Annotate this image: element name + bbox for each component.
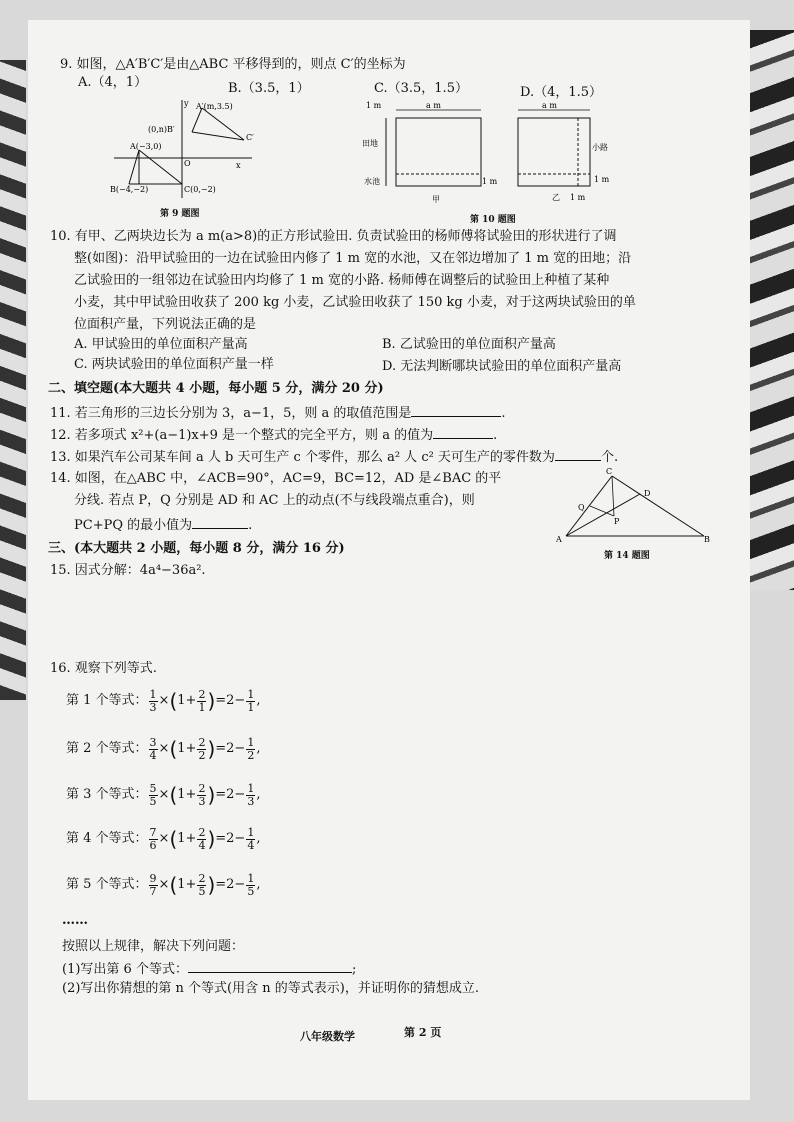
fig10-yi: 乙 [552,193,560,202]
q9-option-d: D.（4，1.5） [520,85,603,100]
q14-line-3: PC+PQ 的最小值为 . [74,514,252,535]
q10-line-1: 10. 有甲、乙两块边长为 a m(a>8)的正方形试验田. 负责试验田的杨师傅将试验田的形状进行了调 [50,229,617,244]
q14-line-3-text: PC+PQ 的最小值为 [74,518,193,533]
q9-option-c: C.（3.5，1.5） [374,81,468,96]
footer-subject: 八年级数学 [300,1030,355,1043]
eq-label: 第 2 个等式： [66,741,148,756]
fig10-pond-label: 水池 [364,177,380,186]
q16-equation-5: 第 5 个等式： $\frac{9}{7}$ × ( 1+ $\frac{2}{5}$ ) =2− $\frac{1}{5}$ , [66,871,261,898]
q9-label-c: C(0,−2) [184,185,216,194]
q14-label-p: P [614,517,620,526]
q16-part-1-end: ; [351,962,357,977]
q14-line-2: 分线. 若点 P，Q 分别是 AD 和 AC 上的动点(不与线段端点重合)，则 [74,493,475,508]
q15: 15. 因式分解：4a⁴−36a². [50,563,206,578]
q10-caption: 第 10 题图 [470,215,516,225]
fig10-jia: 甲 [432,195,440,204]
eq-label: 第 5 个等式： [66,877,148,892]
q10-option-b: B. 乙试验田的单位面积产量高 [382,337,556,352]
q11-answer-blank[interactable] [411,402,501,417]
q11: 11. 若三角形的三边长分别为 3，a−1，5，则 a 的取值范围是 . [50,402,506,423]
fig10-1m-a: 1 m [366,101,382,110]
q16-equation-1: 第 1 个等式： $\frac{1}{3}$ × ( 1+ $\frac{2}{1}$ ) =2− $\frac{1}{1}$ , [66,687,261,714]
section-3-heading: 三、(本大题共 2 小题，每小题 8 分，满分 16 分) [48,541,345,556]
q9-option-a: A.（4，1） [78,75,148,90]
q13-unit: 个. [600,450,619,465]
q9-stem: 9. 如图，△A′B′C′是由△ABC 平移得到的，则点 C′的坐标为 [60,57,406,72]
q12: 12. 若多项式 x²+(a−1)x+9 是一个整式的完全平方，则 a 的值为 . [50,424,497,445]
q16-part-1-blank[interactable] [188,958,352,973]
fig10-1m-d: 1 m [570,193,586,202]
q9-option-b: B.（3.5，1） [228,81,310,96]
q14-answer-blank[interactable] [192,514,248,529]
q16-equation-4: 第 4 个等式： $\frac{7}{6}$ × ( 1+ $\frac{2}{4}$ ) =2− $\frac{1}{4}$ , [66,825,261,852]
q10-option-d: D. 无法判断哪块试验田的单位面积产量高 [382,359,622,374]
q10-line-4: 小麦，其中甲试验田收获了 200 kg 小麦，乙试验田收获了 150 kg 小麦，对于这两块试验田的单 [74,295,636,310]
q14-label-c: C [606,467,613,476]
q14-triangle-figure [556,464,716,546]
q10-field-figure [356,98,616,210]
q9-coordinate-figure [104,96,266,200]
fig10-road-label: 小路 [592,143,608,152]
fig10-field-label: 田地 [362,139,378,148]
q14-label-d: D [644,489,651,498]
q10-option-a: A. 甲试验田的单位面积产量高 [74,337,248,352]
eq-label: 第 3 个等式： [66,787,148,802]
q10-line-5: 位面积产量，下列说法正确的是 [74,317,257,332]
q14-caption: 第 14 题图 [604,551,650,561]
section-2-heading: 二、填空题(本大题共 4 小题，每小题 5 分，满分 20 分) [48,381,384,396]
q14-label-b: B [704,535,710,544]
eq-label: 第 4 个等式： [66,831,148,846]
q10-line-2: 整(如图)：沿甲试验田的一边在试验田内修了 1 m 宽的水池，又在邻边增加了 1 m 宽的田地；沿 [74,251,632,266]
fig10-am-2: a m [542,101,557,110]
q12-text: 12. 若多项式 x²+(a−1)x+9 是一个整式的完全平方，则 a 的值为 [50,428,434,443]
q10-line-3: 乙试验田的一组邻边在试验田内均修了 1 m 宽的小路. 杨师傅在调整后的试验田上种植了某种 [74,273,610,288]
q16-intro: 16. 观察下列等式. [50,661,157,676]
q13 [50,446,618,467]
q16-equation-2: 第 2 个等式： $\frac{3}{4}$ × ( 1+ $\frac{2}{2}$ ) =2− $\frac{1}{2}$ , [66,735,261,762]
q9-caption: 第 9 题图 [160,209,200,219]
q16-part-2: (2)写出你猜想的第 n 个等式(用含 n 的等式表示)，并证明你的猜想成立. [62,981,479,996]
q9-label-ap: A′(m,3.5) [196,102,233,111]
q9-label-b: B(−4,−2) [110,185,149,194]
q9-label-x: x [236,161,241,170]
q16-part-1-text: (1)写出第 6 个等式： [62,962,188,977]
q9-label-cp: C′ [246,133,254,142]
q16-equation-3: 第 3 个等式： $\frac{5}{5}$ × ( 1+ $\frac{2}{3}$ ) =2− $\frac{1}{3}$ , [66,781,261,808]
q11-text: 11. 若三角形的三边长分别为 3，a−1，5，则 a 的取值范围是 [50,406,412,421]
q14-line-1: 14. 如图，在△ABC 中，∠ACB=90°，AC=9，BC=12，AD 是∠BAC 的平 [50,471,502,486]
q14-label-q: Q [578,503,585,512]
q16-part-1 [62,958,356,979]
fig10-1m-b: 1 m [482,177,498,186]
q9-label-bp: (0,n)B′ [148,125,175,134]
q10-option-c: C. 两块试验田的单位面积产量一样 [74,357,274,372]
q9-label-o: O [184,159,191,168]
q9-label-y: y [184,99,189,108]
q16-ellipsis: …… [62,913,88,928]
right-background-scrap [748,30,794,590]
q12-answer-blank[interactable] [433,424,493,439]
q13-answer-blank[interactable] [555,446,601,461]
left-background-scrap [0,60,26,700]
q13-text: 13. 如果汽车公司某车间 a 人 b 天可生产 c 个零件，那么 a² 人 c² 天可生产的零件数为 [50,450,555,465]
eq-label: 第 1 个等式： [66,693,148,708]
q14-label-a: A [556,535,562,544]
q9-label-a: A(−3,0) [130,142,162,151]
fig10-am-1: a m [426,101,441,110]
fig10-1m-c: 1 m [594,175,610,184]
footer-page-number: 第 2 页 [404,1026,442,1039]
q16-rule: 按照以上规律，解决下列问题： [62,939,245,954]
